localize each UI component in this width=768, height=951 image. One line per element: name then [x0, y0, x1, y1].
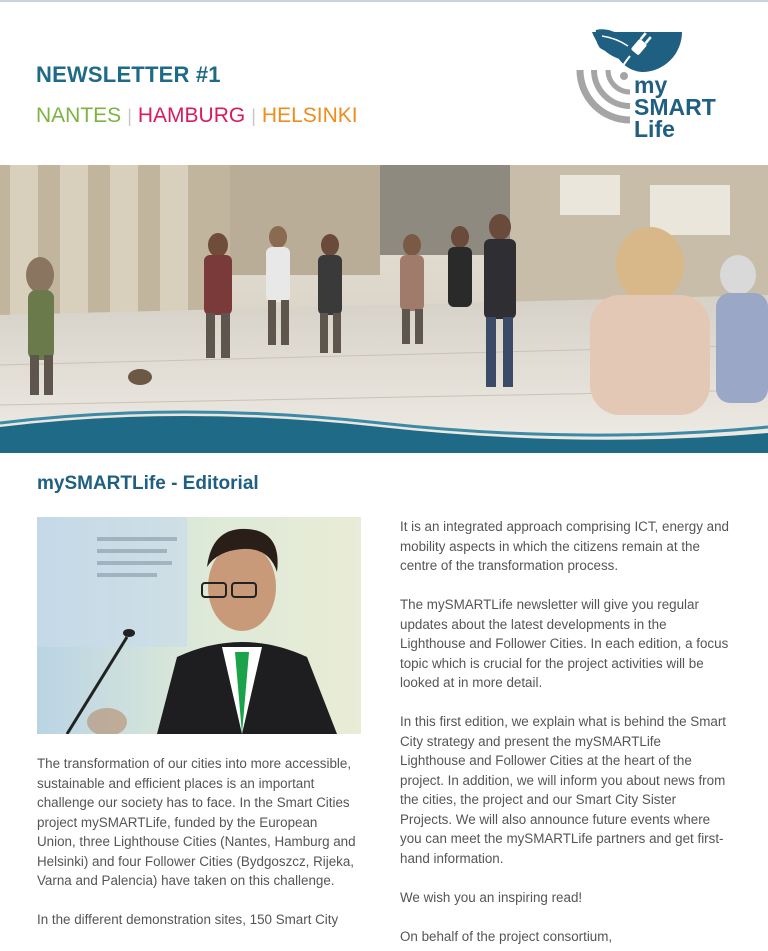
city-separator: |	[127, 106, 132, 126]
editorial-paragraph: On behalf of the project consortium,	[400, 928, 613, 944]
city-nantes: NANTES	[36, 104, 122, 127]
editorial-paragraph: The transformation of our cities into more accessible, sustainable and efficient places is an important challenge our society has to face. In the Smart Cities project mySMARTLife, funded by the European Union, three Lighthouse Cities (Nantes, Hamburg and Helsinki) and four Follower Cities (Bydgoszcz, Rijeka, Varna and Palencia) have taken on this challenge.	[37, 756, 356, 888]
hero-street-image	[0, 165, 768, 453]
logo-line-my: my	[634, 72, 668, 98]
editorial-right-column	[400, 517, 730, 951]
editorial-paragraph: In the different demonstration sites, 150 Smart City	[37, 912, 339, 927]
city-list	[36, 104, 358, 128]
editorial-paragraph: It is an integrated approach comprising ICT, energy and mobility aspects in which the citizens remain at the centre of the transformation process.	[400, 519, 729, 573]
logo-wordmark	[634, 74, 716, 140]
logo-line-smart: SMART	[634, 94, 716, 120]
city-separator: |	[251, 106, 256, 126]
newsletter-header	[0, 2, 768, 165]
editorial-paragraph: We wish you an inspiring read!	[400, 889, 583, 905]
speaker-photo	[37, 517, 361, 734]
editorial-left-column	[37, 754, 357, 949]
editorial-paragraph: In this first edition, we explain what is behind the Smart City strategy and present the mySMARTLife Lighthouse and Follower Cities at the heart of the project. In addition, we will inform you about news from the cities, the project and our Smart City Sister Projects. We will also announce future events where you can meet the mySMARTLife partners and get first-hand information.	[400, 714, 727, 866]
editorial-title: mySMARTLife - Editorial	[37, 473, 259, 494]
city-hamburg: HAMBURG	[137, 104, 246, 127]
logo-line-life: Life	[634, 116, 675, 142]
editorial-paragraph: The mySMARTLife newsletter will give you regular updates about the latest developments in the Lighthouse and Follower Cities. In each edition, a focus topic which is crucial for the project activities will be looked at in more detail.	[400, 597, 729, 690]
newsletter-title: NEWSLETTER #1	[36, 62, 221, 87]
city-helsinki: HELSINKI	[261, 104, 358, 127]
